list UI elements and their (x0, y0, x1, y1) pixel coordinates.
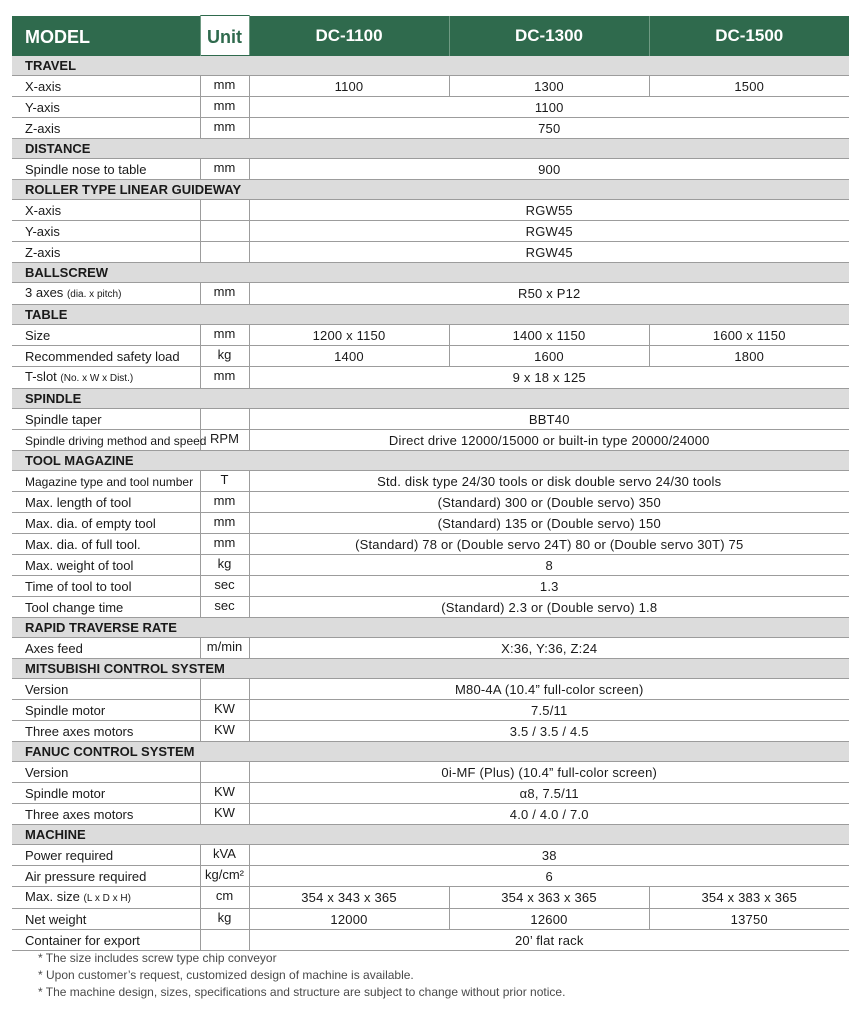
spec-row (12, 471, 849, 492)
spec-row (12, 159, 849, 180)
spec-value: 900 (249, 159, 849, 180)
spec-label (12, 679, 200, 700)
spec-value: RGW45 (249, 221, 849, 242)
spec-label-text: Air pressure required (25, 868, 147, 884)
spec-label-note: (No. x W x Dist.) (60, 373, 134, 384)
spec-row (12, 492, 849, 513)
spec-row (12, 242, 849, 263)
footnotes (38, 950, 565, 1001)
spec-table (12, 15, 849, 951)
spec-label-text: Size (25, 327, 51, 343)
spec-unit: mm (200, 325, 249, 346)
spec-unit (200, 242, 249, 263)
spec-unit (200, 200, 249, 221)
spec-row (12, 866, 849, 887)
spec-row (12, 200, 849, 221)
spec-row (12, 597, 849, 618)
spec-label (12, 159, 200, 180)
section-title: ROLLER TYPE LINEAR GUIDEWAY (12, 180, 849, 200)
spec-value: 1600 x 1150 (649, 325, 849, 346)
spec-label-text: Version (25, 764, 69, 780)
spec-value: 1800 (649, 346, 849, 367)
spec-row (12, 700, 849, 721)
spec-label-text: Spindle motor (25, 785, 106, 801)
spec-row (12, 576, 849, 597)
spec-row (12, 762, 849, 783)
spec-label (12, 346, 200, 367)
spec-label (12, 492, 200, 513)
spec-row (12, 283, 849, 305)
spec-value: 0i-MF (Plus) (10.4” full-color screen) (249, 762, 849, 783)
footnote: * The machine design, sizes, specifications and structure are subject to change without prior notice. (38, 985, 566, 999)
spec-row (12, 409, 849, 430)
spec-value: 6 (249, 866, 849, 887)
spec-label-text: T-slot (25, 369, 57, 384)
spec-value: 38 (249, 845, 849, 866)
spec-label (12, 97, 200, 118)
spec-row (12, 638, 849, 659)
spec-unit (200, 679, 249, 700)
spec-label (12, 597, 200, 618)
spec-row (12, 679, 849, 700)
spec-value: R50 x P12 (249, 283, 849, 305)
spec-label (12, 576, 200, 597)
spec-value: 7.5/11 (249, 700, 849, 721)
spec-value: 1200 x 1150 (249, 325, 449, 346)
spec-label-text: Spindle driving method and speed (25, 433, 207, 448)
section-header-row (12, 180, 849, 200)
spec-value: 9 x 18 x 125 (249, 367, 849, 389)
spec-value: 12000 (249, 909, 449, 930)
section-header-row (12, 305, 849, 325)
spec-unit: mm (200, 513, 249, 534)
header-row (12, 16, 849, 56)
spec-unit (200, 930, 249, 951)
spec-unit: mm (200, 367, 249, 389)
spec-unit: mm (200, 159, 249, 180)
spec-value: M80-4A (10.4” full-color screen) (249, 679, 849, 700)
section-title: DISTANCE (12, 139, 849, 159)
spec-unit: kg (200, 909, 249, 930)
spec-label-text: Time of tool to tool (25, 578, 132, 594)
spec-row (12, 721, 849, 742)
spec-label (12, 638, 200, 659)
spec-row (12, 430, 849, 451)
spec-row (12, 118, 849, 139)
section-title: RAPID TRAVERSE RATE (12, 618, 849, 638)
spec-unit: T (200, 471, 249, 492)
spec-value: Direct drive 12000/15000 or built-in type 20000/24000 (249, 430, 849, 451)
section-header-row (12, 389, 849, 409)
spec-label (12, 471, 200, 492)
spec-row (12, 76, 849, 97)
spec-label-text: Max. size (25, 889, 80, 904)
spec-value: 354 x 383 x 365 (649, 887, 849, 909)
spec-value: α8, 7.5/11 (249, 783, 849, 804)
spec-unit: kg (200, 555, 249, 576)
spec-unit: sec (200, 576, 249, 597)
spec-row (12, 555, 849, 576)
spec-row (12, 367, 849, 389)
spec-label-text: Z-axis (25, 120, 61, 136)
spec-label-text: X-axis (25, 202, 62, 218)
spec-label-text: Spindle nose to table (25, 161, 147, 177)
spec-label-text: X-axis (25, 78, 62, 94)
spec-unit: RPM (200, 430, 249, 451)
section-header-row (12, 618, 849, 638)
spec-label-text: Magazine type and tool number (25, 474, 194, 489)
section-title: MITSUBISHI CONTROL SYSTEM (12, 659, 849, 679)
spec-body (12, 56, 849, 951)
spec-label-text: Max. dia. of empty tool (25, 515, 156, 531)
unit-header: Unit (200, 16, 249, 56)
spec-row (12, 97, 849, 118)
section-title: TOOL MAGAZINE (12, 451, 849, 471)
spec-label-note: (dia. x pitch) (66, 289, 122, 300)
spec-label-text: Spindle taper (25, 411, 102, 427)
model-column-header: DC-1500 (649, 16, 849, 56)
spec-label (12, 866, 200, 887)
spec-value: 13750 (649, 909, 849, 930)
spec-unit: mm (200, 283, 249, 305)
spec-value: 4.0 / 4.0 / 7.0 (249, 804, 849, 825)
section-title: FANUC CONTROL SYSTEM (12, 742, 849, 762)
spec-label (12, 930, 200, 951)
spec-label (12, 430, 207, 451)
spec-row (12, 930, 849, 951)
spec-value: (Standard) 2.3 or (Double servo) 1.8 (249, 597, 849, 618)
spec-value: RGW45 (249, 242, 849, 263)
spec-value: 8 (249, 555, 849, 576)
spec-unit: KW (200, 700, 249, 721)
model-column-header: DC-1100 (249, 16, 449, 56)
spec-value: 12600 (449, 909, 649, 930)
spec-unit: mm (200, 76, 249, 97)
spec-label (12, 513, 200, 534)
spec-label (12, 762, 200, 783)
spec-value: 1400 x 1150 (449, 325, 649, 346)
spec-value: (Standard) 78 or (Double servo 24T) 80 or (Double servo 30T) 75 (249, 534, 849, 555)
spec-label-text: Spindle motor (25, 702, 106, 718)
spec-row (12, 346, 849, 367)
spec-value: 750 (249, 118, 849, 139)
spec-unit: mm (200, 492, 249, 513)
spec-unit: sec (200, 597, 249, 618)
spec-unit: kg/cm² (200, 866, 249, 887)
spec-value: 1300 (449, 76, 649, 97)
spec-value: 1100 (249, 97, 849, 118)
section-header-row (12, 659, 849, 679)
spec-label (12, 909, 200, 930)
spec-label (12, 200, 200, 221)
spec-unit: mm (200, 534, 249, 555)
spec-label (12, 242, 200, 263)
spec-value: 1100 (249, 76, 449, 97)
spec-label-text: 3 axes (25, 285, 64, 300)
spec-label (12, 804, 200, 825)
spec-label-text: Y-axis (25, 99, 60, 115)
spec-label (12, 76, 200, 97)
spec-label-text: Max. length of tool (25, 494, 132, 510)
section-header-row (12, 451, 849, 471)
section-header-row (12, 825, 849, 845)
spec-unit: KW (200, 783, 249, 804)
spec-label-text: Net weight (25, 911, 87, 927)
spec-unit: cm (200, 887, 249, 909)
spec-value: RGW55 (249, 200, 849, 221)
spec-label (12, 845, 200, 866)
spec-value: 1.3 (249, 576, 849, 597)
section-title: BALLSCREW (12, 263, 849, 283)
spec-label-text: Max. weight of tool (25, 557, 134, 573)
footnote: * Upon customer’s request, customized design of machine is available. (38, 968, 414, 982)
spec-unit (200, 762, 249, 783)
spec-value: 1500 (649, 76, 849, 97)
spec-unit: mm (200, 118, 249, 139)
spec-label-text: Three axes motors (25, 806, 134, 822)
spec-label-text: Power required (25, 847, 114, 863)
spec-label (12, 118, 200, 139)
section-title: SPINDLE (12, 389, 849, 409)
spec-label-text: Z-axis (25, 244, 61, 260)
spec-value: (Standard) 300 or (Double servo) 350 (249, 492, 849, 513)
spec-row (12, 887, 849, 909)
spec-row (12, 534, 849, 555)
spec-label (12, 367, 200, 389)
spec-label (12, 721, 200, 742)
section-header-row (12, 263, 849, 283)
spec-label (12, 325, 200, 346)
footnote: * The size includes screw type chip conveyor (38, 951, 277, 965)
spec-value: 354 x 363 x 365 (449, 887, 649, 909)
spec-row (12, 221, 849, 242)
model-column-header: DC-1300 (449, 16, 649, 56)
spec-label-text: Axes feed (25, 640, 83, 656)
spec-value: Std. disk type 24/30 tools or disk double servo 24/30 tools (249, 471, 849, 492)
spec-value: X:36, Y:36, Z:24 (249, 638, 849, 659)
spec-unit: kVA (200, 845, 249, 866)
spec-value: 3.5 / 3.5 / 4.5 (249, 721, 849, 742)
spec-label-text: Three axes motors (25, 723, 134, 739)
spec-unit (200, 221, 249, 242)
spec-label (12, 221, 200, 242)
spec-row (12, 513, 849, 534)
spec-label-note: (L x D x H) (83, 893, 131, 904)
section-header-row (12, 742, 849, 762)
section-title: MACHINE (12, 825, 849, 845)
section-header-row (12, 56, 849, 76)
spec-label (12, 555, 200, 576)
spec-unit: kg (200, 346, 249, 367)
spec-label-text: Container for export (25, 932, 140, 948)
spec-label (12, 283, 200, 305)
spec-unit (200, 409, 249, 430)
spec-value: 354 x 343 x 365 (249, 887, 449, 909)
spec-label (12, 887, 200, 909)
spec-value: 1600 (449, 346, 649, 367)
spec-label (12, 409, 200, 430)
spec-label (12, 700, 200, 721)
spec-value: 20’ flat rack (249, 930, 849, 951)
section-title: TABLE (12, 305, 849, 325)
spec-row (12, 804, 849, 825)
spec-row (12, 909, 849, 930)
spec-unit: KW (200, 721, 249, 742)
spec-unit: KW (200, 804, 249, 825)
spec-unit: m/min (200, 638, 249, 659)
spec-row (12, 325, 849, 346)
spec-value: 1400 (249, 346, 449, 367)
spec-row (12, 845, 849, 866)
section-header-row (12, 139, 849, 159)
spec-unit: mm (200, 97, 249, 118)
spec-label (12, 534, 200, 555)
spec-label-text: Recommended safety load (25, 348, 180, 364)
model-header: MODEL (12, 16, 200, 56)
spec-label-text: Max. dia. of full tool. (25, 536, 141, 552)
spec-label-text: Version (25, 681, 69, 697)
section-title: TRAVEL (12, 56, 849, 76)
spec-label-text: Tool change time (25, 599, 124, 615)
spec-value: (Standard) 135 or (Double servo) 150 (249, 513, 849, 534)
spec-label (12, 783, 200, 804)
spec-label-text: Y-axis (25, 223, 60, 239)
spec-row (12, 783, 849, 804)
spec-value: BBT40 (249, 409, 849, 430)
